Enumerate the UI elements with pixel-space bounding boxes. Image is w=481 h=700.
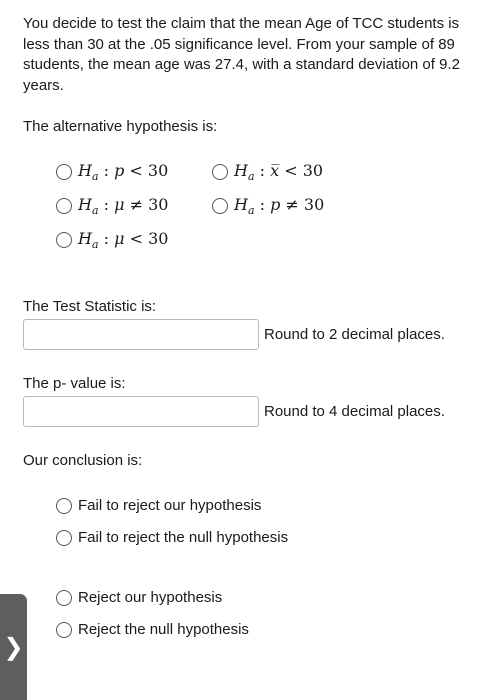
- chevron-right-icon: ❯: [3, 633, 24, 661]
- radio-button[interactable]: [56, 590, 72, 606]
- test-statistic-input[interactable]: [23, 319, 259, 350]
- conclusion-option-fail-reject-our[interactable]: [56, 497, 261, 514]
- conclusion-option-label: Fail to reject the null hypothesis: [78, 529, 289, 546]
- alternative-hypothesis-label: The alternative hypothesis is:: [23, 118, 218, 135]
- alt-option-label: $H_a$ : p < 30: [78, 161, 169, 184]
- alt-option-label: $H_a$ : p ≠ 30: [234, 195, 325, 218]
- conclusion-option-label: Reject our hypothesis: [78, 589, 223, 606]
- conclusion-option-reject-our[interactable]: [56, 589, 222, 606]
- p-value-hint: Round to 4 decimal places.: [264, 403, 445, 420]
- radio-button[interactable]: [56, 498, 72, 514]
- alt-option-label: $H_a$ : μ < 30: [78, 229, 169, 252]
- p-value-label: The p- value is:: [23, 375, 126, 392]
- radio-button[interactable]: [56, 232, 72, 248]
- conclusion-option-label: Reject the null hypothesis: [78, 621, 249, 638]
- alt-option-ha-mu-less-30[interactable]: [56, 229, 168, 251]
- alt-option-ha-mu-not-equal-30[interactable]: [56, 195, 168, 217]
- radio-button[interactable]: [56, 530, 72, 546]
- alt-option-label: $H_a$ : μ ≠ 30: [78, 195, 169, 218]
- conclusion-option-label: Fail to reject our hypothesis: [78, 497, 262, 514]
- radio-button[interactable]: [212, 198, 228, 214]
- conclusion-option-fail-reject-null[interactable]: [56, 529, 288, 546]
- p-value-input[interactable]: [23, 396, 259, 427]
- alt-option-ha-p-less-30[interactable]: [56, 161, 168, 183]
- alt-option-ha-p-not-equal-30[interactable]: [212, 195, 324, 217]
- radio-button[interactable]: [56, 622, 72, 638]
- question-text: You decide to test the claim that the mean Age of TCC students is less than 30 at the .05 significance level. From your sample of 89 students, the mean age was 27.4, with a standard deviation of 9.2 years.: [23, 15, 460, 94]
- conclusion-option-reject-null[interactable]: [56, 621, 249, 638]
- radio-button[interactable]: [212, 164, 228, 180]
- side-panel-toggle[interactable]: [0, 594, 27, 700]
- conclusion-label: Our conclusion is:: [23, 452, 143, 469]
- radio-button[interactable]: [56, 164, 72, 180]
- test-statistic-hint: Round to 2 decimal places.: [264, 326, 445, 343]
- radio-button[interactable]: [56, 198, 72, 214]
- alt-option-ha-xbar-less-30[interactable]: [212, 161, 323, 183]
- test-statistic-label: The Test Statistic is:: [23, 298, 157, 315]
- alt-option-label: $H_a$ : x̅ < 30: [234, 161, 324, 184]
